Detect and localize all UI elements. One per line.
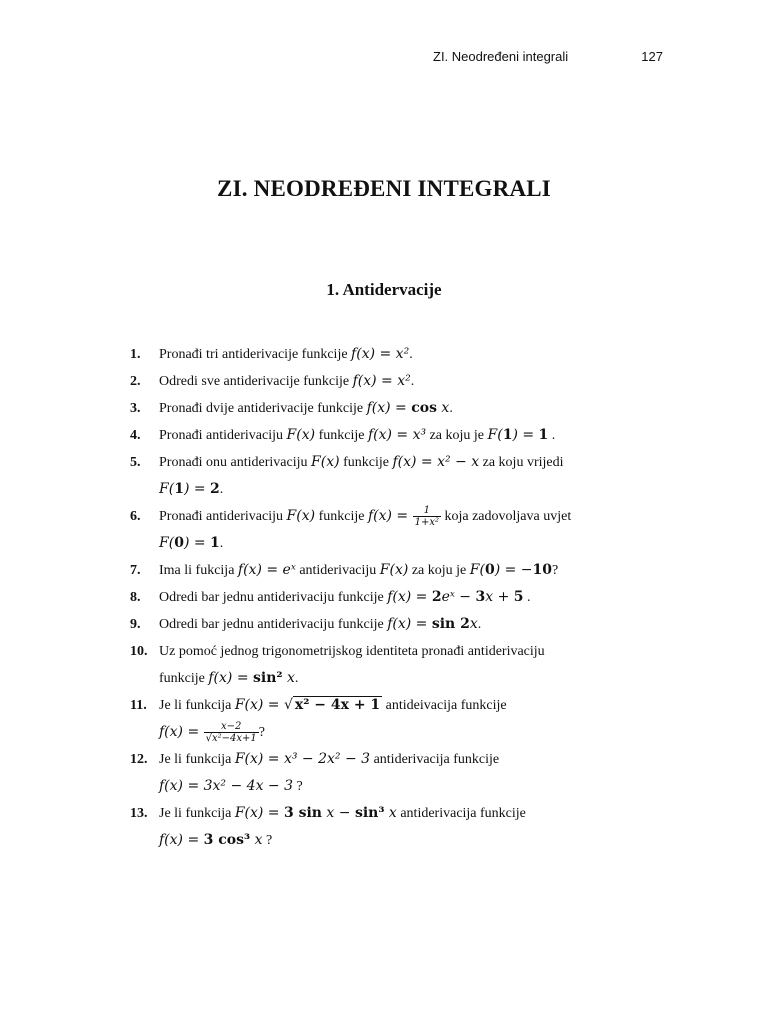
problem-number: 4. — [130, 428, 141, 443]
problem-item — [130, 503, 690, 557]
math: F(x) — [286, 427, 316, 443]
problem-text — [159, 368, 690, 395]
math-bold: 1 — [174, 481, 184, 497]
problem-number: 13. — [130, 806, 148, 821]
math: f(x) = 3x² − 4x − 3 — [159, 778, 294, 794]
radicand: x² − 4x + 1 — [294, 697, 381, 713]
text: funkcije — [315, 509, 368, 524]
text: Ima li fukcija — [159, 563, 238, 578]
problem-text — [159, 800, 690, 854]
text: . — [523, 590, 531, 605]
math-bold: 1 — [210, 535, 220, 551]
math: f(x) = — [387, 616, 432, 632]
math: F(x) = — [234, 805, 284, 821]
math-bold: 2 — [431, 589, 442, 605]
math-bold: 0 — [484, 562, 495, 578]
text: Pronađi tri antiderivacije funkcije — [159, 347, 352, 362]
math: x — [469, 616, 478, 632]
problem-text — [159, 692, 690, 746]
text: . — [219, 536, 224, 551]
math: x — [384, 805, 397, 821]
problem-item — [130, 692, 690, 746]
math: f(x) = — [159, 724, 204, 740]
math-bold: sin 2 — [431, 616, 470, 632]
math: f(x) = — [366, 400, 412, 416]
text: . — [548, 428, 556, 443]
problem-text — [159, 341, 690, 368]
math: F( — [159, 535, 175, 551]
problem-number: 1. — [130, 347, 141, 362]
problem-item — [130, 638, 690, 692]
text: funkcije — [315, 428, 368, 443]
text: Pronađi dvije antiderivacije funkcije — [159, 401, 367, 416]
math: f(x) = — [159, 832, 204, 848]
problem-text — [159, 395, 690, 422]
math: ) = — [183, 535, 211, 551]
text: Odredi sve antiderivacije funkcije — [159, 374, 353, 389]
text: Je li funkcija — [159, 698, 235, 713]
problem-number: 11. — [130, 698, 147, 713]
problem-number: 6. — [130, 509, 141, 524]
math-bold: 3 cos³ — [203, 832, 251, 848]
math: f(x) = x² — [352, 373, 411, 389]
text: ? — [262, 833, 273, 848]
problem-number: 2. — [130, 374, 141, 389]
text: Odredi bar jednu antiderivaciju funkcije — [159, 590, 388, 605]
text: Pronađi onu antiderivaciju — [159, 455, 312, 470]
math: x + — [485, 589, 514, 605]
text: . — [410, 374, 415, 389]
math: ) = — [183, 481, 211, 497]
problem-text — [159, 611, 690, 638]
problem-text — [159, 638, 690, 692]
text: ? — [552, 563, 559, 578]
text: . — [449, 401, 453, 416]
text: Je li funkcija — [159, 806, 235, 821]
problem-item — [130, 395, 690, 422]
text: za koju je — [426, 428, 488, 443]
text: Pronađi antiderivaciju — [159, 509, 287, 524]
problem-number: 8. — [130, 590, 141, 605]
math: F( — [487, 427, 503, 443]
problem-number: 3. — [130, 401, 141, 416]
text: ? — [258, 725, 266, 740]
math-bold: 0 — [174, 535, 184, 551]
math: x − — [321, 805, 355, 821]
running-title: ZI. Neodređeni integrali — [433, 49, 569, 64]
problem-item — [130, 341, 690, 368]
math: f(x) = — [367, 508, 413, 524]
text: antiderivaciju — [295, 563, 380, 578]
fraction: $\frac{x-2}{\text{√x²−4x+1}}$ — [205, 721, 257, 745]
math-bold: 1 — [502, 427, 513, 443]
problem-number: 12. — [130, 752, 148, 767]
math: x — [250, 832, 263, 848]
text: . — [294, 671, 299, 686]
math: f(x) = x² − x — [392, 454, 480, 470]
problem-text — [159, 746, 690, 800]
math: f(x) = — [387, 589, 432, 605]
problem-item — [130, 611, 690, 638]
problem-text — [159, 584, 690, 611]
text: koja zadovoljava uvjet — [440, 509, 572, 524]
math: f(x) = x² — [351, 346, 410, 362]
text: . — [219, 482, 224, 497]
math-bold: cos — [411, 400, 437, 416]
math-bold: sin² — [253, 670, 283, 686]
math: f(x) = x³ — [367, 427, 427, 443]
math-bold: 10 — [532, 562, 552, 578]
text: funkcije — [339, 455, 393, 470]
section-title: 1. Antidervacije — [326, 280, 442, 299]
math: F(x) — [311, 454, 340, 470]
chapter-title: ZI. NEODREĐENI INTEGRALI — [217, 176, 551, 201]
text: ? — [293, 779, 303, 794]
math-bold: sin³ — [354, 805, 385, 821]
math: eˣ − — [441, 589, 476, 605]
problem-item — [130, 557, 690, 584]
text: Pronađi antiderivaciju — [159, 428, 287, 443]
problem-number: 9. — [130, 617, 141, 632]
problem-text — [159, 449, 690, 503]
problem-item — [130, 584, 690, 611]
math: F(x) — [379, 562, 409, 578]
math: F( — [469, 562, 485, 578]
problem-number: 5. — [130, 455, 141, 470]
problem-item — [130, 368, 690, 395]
math: f(x) = eˣ — [237, 562, 296, 578]
math: f(x) = — [208, 670, 254, 686]
math: F(x) — [286, 508, 316, 524]
problem-item — [130, 800, 690, 854]
text: antiderivacija funkcije — [396, 806, 526, 821]
problem-text — [159, 503, 690, 557]
math: ) = — [512, 427, 539, 443]
math: F(x) = x³ − 2x² − 3 — [234, 751, 371, 767]
problem-number: 10. — [130, 644, 148, 659]
problem-text — [159, 422, 690, 449]
math: ) = − — [494, 562, 533, 578]
problem-text — [159, 557, 690, 584]
problem-list — [130, 341, 690, 854]
math-bold: 2 — [210, 481, 220, 497]
math-bold: 5 — [513, 589, 524, 605]
fraction: $\frac{1}{\text{1+x²}}$ — [414, 505, 439, 529]
text: . — [409, 347, 413, 362]
math-bold: 3 sin — [283, 805, 322, 821]
math: F( — [159, 481, 175, 497]
problem-item — [130, 449, 690, 503]
math-bold: 1 — [538, 427, 549, 443]
math: F(x) = √ — [234, 697, 293, 713]
text: antiderivacija funkcije — [370, 752, 500, 767]
text: Je li funkcija — [159, 752, 235, 767]
text: . — [477, 617, 482, 632]
text: za koju je — [408, 563, 470, 578]
text: Uz pomoć jednog trigonometrijskog identiteta pronađi antiderivaciju — [159, 644, 545, 659]
math-bold: 3 — [475, 589, 486, 605]
math: x — [282, 670, 295, 686]
text: funkcije — [159, 671, 209, 686]
page-number: 127 — [641, 49, 663, 64]
problem-item — [130, 746, 690, 800]
text: Odredi bar jednu antiderivaciju funkcije — [159, 617, 388, 632]
problem-item — [130, 422, 690, 449]
problem-number: 7. — [130, 563, 141, 578]
math: x — [436, 400, 450, 416]
text: antideivacija funkcije — [382, 698, 507, 713]
text: za koju vrijedi — [479, 455, 564, 470]
